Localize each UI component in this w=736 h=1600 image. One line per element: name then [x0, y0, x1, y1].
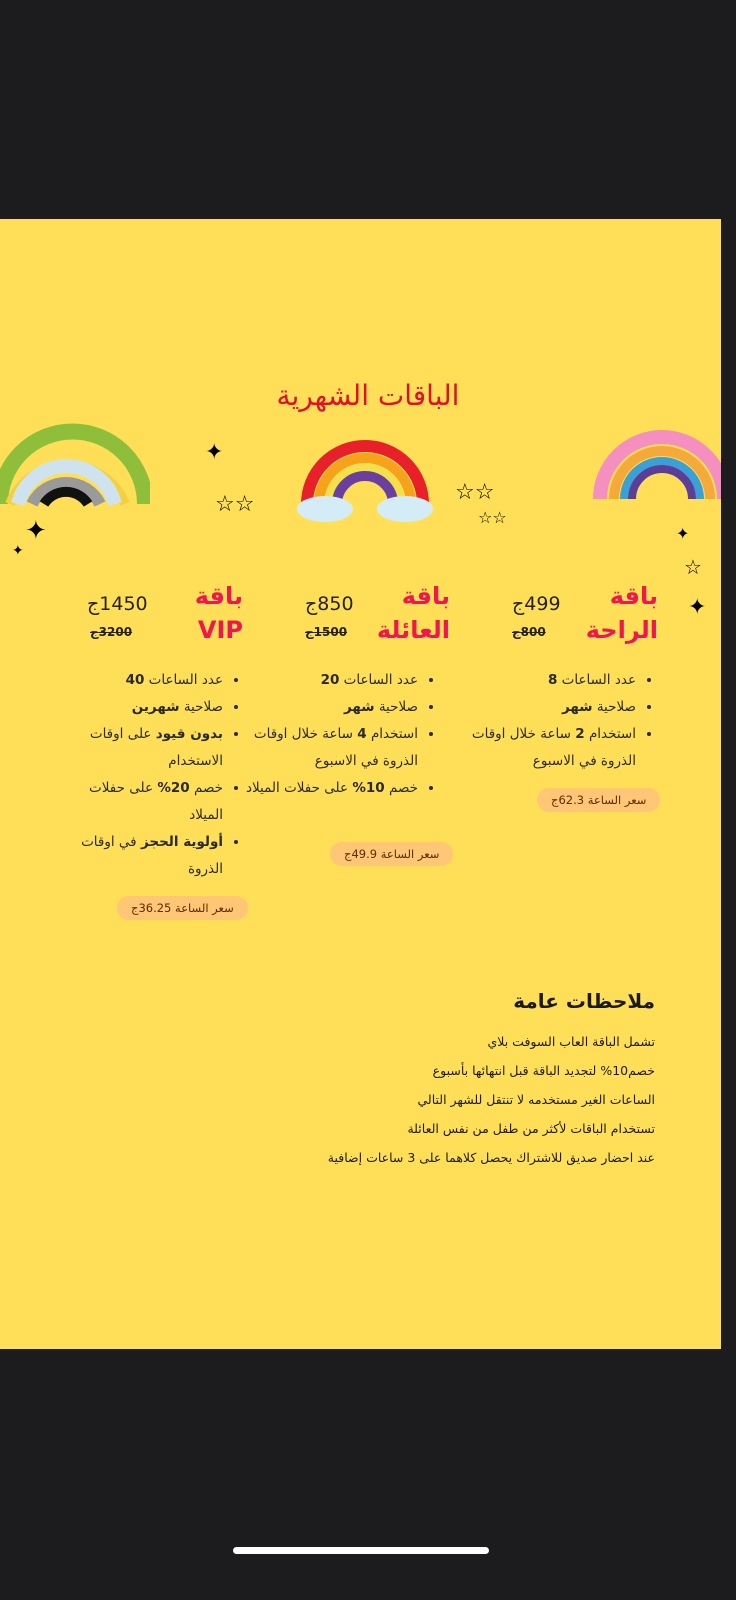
- feature-item: [461, 667, 636, 694]
- feature-item: [53, 721, 223, 775]
- package-family: [245, 579, 455, 879]
- feature-text: بدون قيود: [155, 726, 223, 742]
- svg-text:✦: ✦: [205, 440, 224, 465]
- hour-price-badge: سعر الساعة 49.9ج: [330, 842, 453, 866]
- package-vip: [75, 579, 250, 939]
- feature-text: صلاحية: [179, 699, 223, 715]
- package-name: الراحة: [585, 616, 658, 644]
- package-price: 499ج: [512, 593, 561, 615]
- old-price: 3200ج: [90, 625, 133, 639]
- feature-item: [53, 667, 223, 694]
- svg-text:☆☆: ☆☆: [215, 492, 255, 517]
- svg-text:✦: ✦: [676, 524, 690, 543]
- package-name: العائلة: [376, 616, 450, 644]
- feature-text: 20: [320, 672, 340, 688]
- feature-text: استخدام: [584, 726, 636, 742]
- notes-heading: ملاحظات عامة: [513, 989, 655, 1013]
- svg-text:☆: ☆: [684, 555, 702, 579]
- feature-item: [53, 775, 223, 829]
- pricing-card: [0, 219, 721, 1349]
- feature-item: [233, 667, 418, 694]
- hour-price-badge: سعر الساعة 36.25ج: [117, 896, 248, 920]
- feature-text: عدد الساعات: [557, 672, 636, 688]
- feature-text: 20%: [157, 780, 190, 796]
- feature-text: 10%: [352, 780, 385, 796]
- feature-item: [461, 721, 636, 775]
- package-rahah: [470, 579, 670, 819]
- hour-price-badge: سعر الساعة 62.3ج: [537, 788, 660, 812]
- note-item: خصم10% لتجديد الباقة قبل انتهائها بأسبوع: [432, 1063, 655, 1078]
- package-name: VIP: [197, 616, 243, 644]
- page-title: الباقات الشهرية: [276, 379, 460, 412]
- svg-text:☆☆: ☆☆: [455, 480, 495, 505]
- note-item: تستخدام الباقات لأكثر من طفل من نفس العائلة: [407, 1121, 655, 1136]
- feature-text: صلاحية: [374, 699, 418, 715]
- feature-text: شهر: [561, 699, 593, 715]
- feature-item: [233, 721, 418, 775]
- feature-text: على حفلات الميلاد: [89, 780, 223, 823]
- feature-item: [53, 694, 223, 721]
- feature-list: [233, 667, 440, 802]
- feature-text: ساعة خلال اوقات الذروة في الاسبوع: [253, 726, 418, 769]
- feature-text: شهر: [343, 699, 375, 715]
- svg-text:✦: ✦: [12, 543, 24, 559]
- feature-text: ساعة خلال اوقات الذروة في الاسبوع: [471, 726, 636, 769]
- feature-text: 2: [575, 726, 585, 742]
- feature-text: في اوقات الذروة: [81, 834, 223, 877]
- feature-text: أولوية الحجز: [140, 834, 223, 850]
- general-notes: [328, 989, 655, 1172]
- feature-text: خصم: [189, 780, 223, 796]
- feature-text: 4: [357, 726, 367, 742]
- old-price: 1500ج: [305, 625, 348, 639]
- package-price: 1450ج: [87, 593, 148, 615]
- feature-text: على حفلات الميلاد: [245, 780, 353, 796]
- feature-text: صلاحية: [592, 699, 636, 715]
- feature-text: استخدام: [366, 726, 418, 742]
- svg-text:✦: ✦: [688, 595, 707, 619]
- feature-list: [461, 667, 658, 775]
- old-price: 800ج: [512, 625, 546, 639]
- feature-item: [233, 694, 418, 721]
- feature-text: 40: [125, 672, 145, 688]
- feature-item: [461, 694, 636, 721]
- feature-item: [53, 829, 223, 883]
- feature-text: عدد الساعات: [144, 672, 223, 688]
- feature-item: [233, 775, 418, 802]
- home-indicator[interactable]: [233, 1547, 489, 1554]
- package-name: باقة: [194, 582, 243, 610]
- feature-text: 8: [547, 672, 558, 688]
- feature-text: خصم: [384, 780, 418, 796]
- note-item: الساعات الغير مستخدمه لا تنتقل للشهر التالي: [417, 1092, 655, 1107]
- feature-text: شهرين: [131, 699, 180, 715]
- feature-text: على اوقات الاستخدام: [89, 726, 223, 769]
- package-name: باقة: [609, 582, 658, 610]
- note-item: تشمل الباقة العاب السوفت بلاي: [487, 1034, 655, 1049]
- feature-text: عدد الساعات: [339, 672, 418, 688]
- svg-text:✦: ✦: [25, 516, 47, 546]
- feature-list: [53, 667, 245, 883]
- package-price: 850ج: [305, 593, 354, 615]
- note-item: عند احضار صديق للاشتراك يحصل كلاهما على 3 ساعات إضافية: [327, 1150, 655, 1165]
- package-name: باقة: [401, 582, 450, 610]
- svg-text:☆☆: ☆☆: [478, 508, 507, 527]
